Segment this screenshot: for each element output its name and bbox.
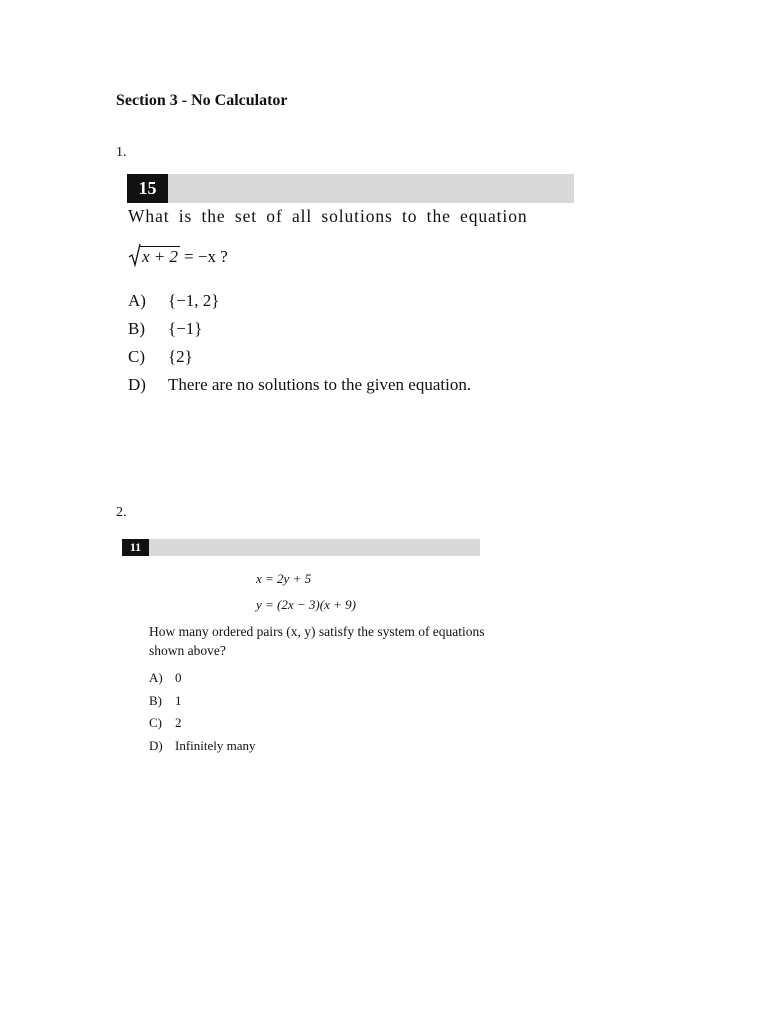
choice-text: {2} [168,347,193,366]
choice-label: D) [149,737,163,753]
question-2-choices [149,667,256,757]
choice-text: 1 [175,692,182,708]
choice-text: 2 [175,715,182,731]
question-2-equation-2: y = (2x − 3)(x + 9) [256,597,356,612]
question-2-header-bar [122,539,480,556]
equation-rhs: = −x ? [184,247,228,266]
question-1-equation [128,246,228,267]
question-2-badge: 11 [122,539,149,556]
question-1-header-bar [127,174,574,203]
choice-label: D) [128,375,146,394]
question-1-choices [128,287,471,399]
equation-radicand: x + 2 [142,247,179,266]
choice-a[interactable] [149,667,256,690]
choice-label: C) [128,347,145,366]
question-2-equation-1: x = 2y + 5 [256,571,312,586]
question-2-number: 2. [116,505,127,520]
choice-b[interactable] [149,690,256,713]
choice-text: {−1} [168,319,203,338]
choice-label: B) [149,692,162,708]
choice-label: A) [149,670,163,686]
square-root [128,246,180,267]
question-1-badge: 15 [127,174,168,203]
choice-text: Infinitely many [175,737,256,753]
choice-label: B) [128,319,145,338]
choice-text: 0 [175,670,182,686]
question-2-prompt: How many ordered pairs (x, y) satisfy the system of equations shown above? [149,624,485,658]
section-title: Section 3 - No Calculator [116,92,288,109]
choice-label: A) [128,291,146,310]
choice-d[interactable] [149,735,256,758]
choice-d[interactable] [128,371,471,399]
choice-text: {−1, 2} [168,291,220,310]
choice-b[interactable] [128,315,471,343]
choice-c[interactable] [128,343,471,371]
question-1-prompt: What is the set of all solutions to the equation [128,206,528,226]
choice-text: There are no solutions to the given equation. [168,375,472,394]
choice-c[interactable] [149,712,256,735]
radical-sign-icon [128,243,141,267]
question-1-number: 1. [116,145,127,160]
choice-label: C) [149,715,162,731]
choice-a[interactable] [128,287,471,315]
